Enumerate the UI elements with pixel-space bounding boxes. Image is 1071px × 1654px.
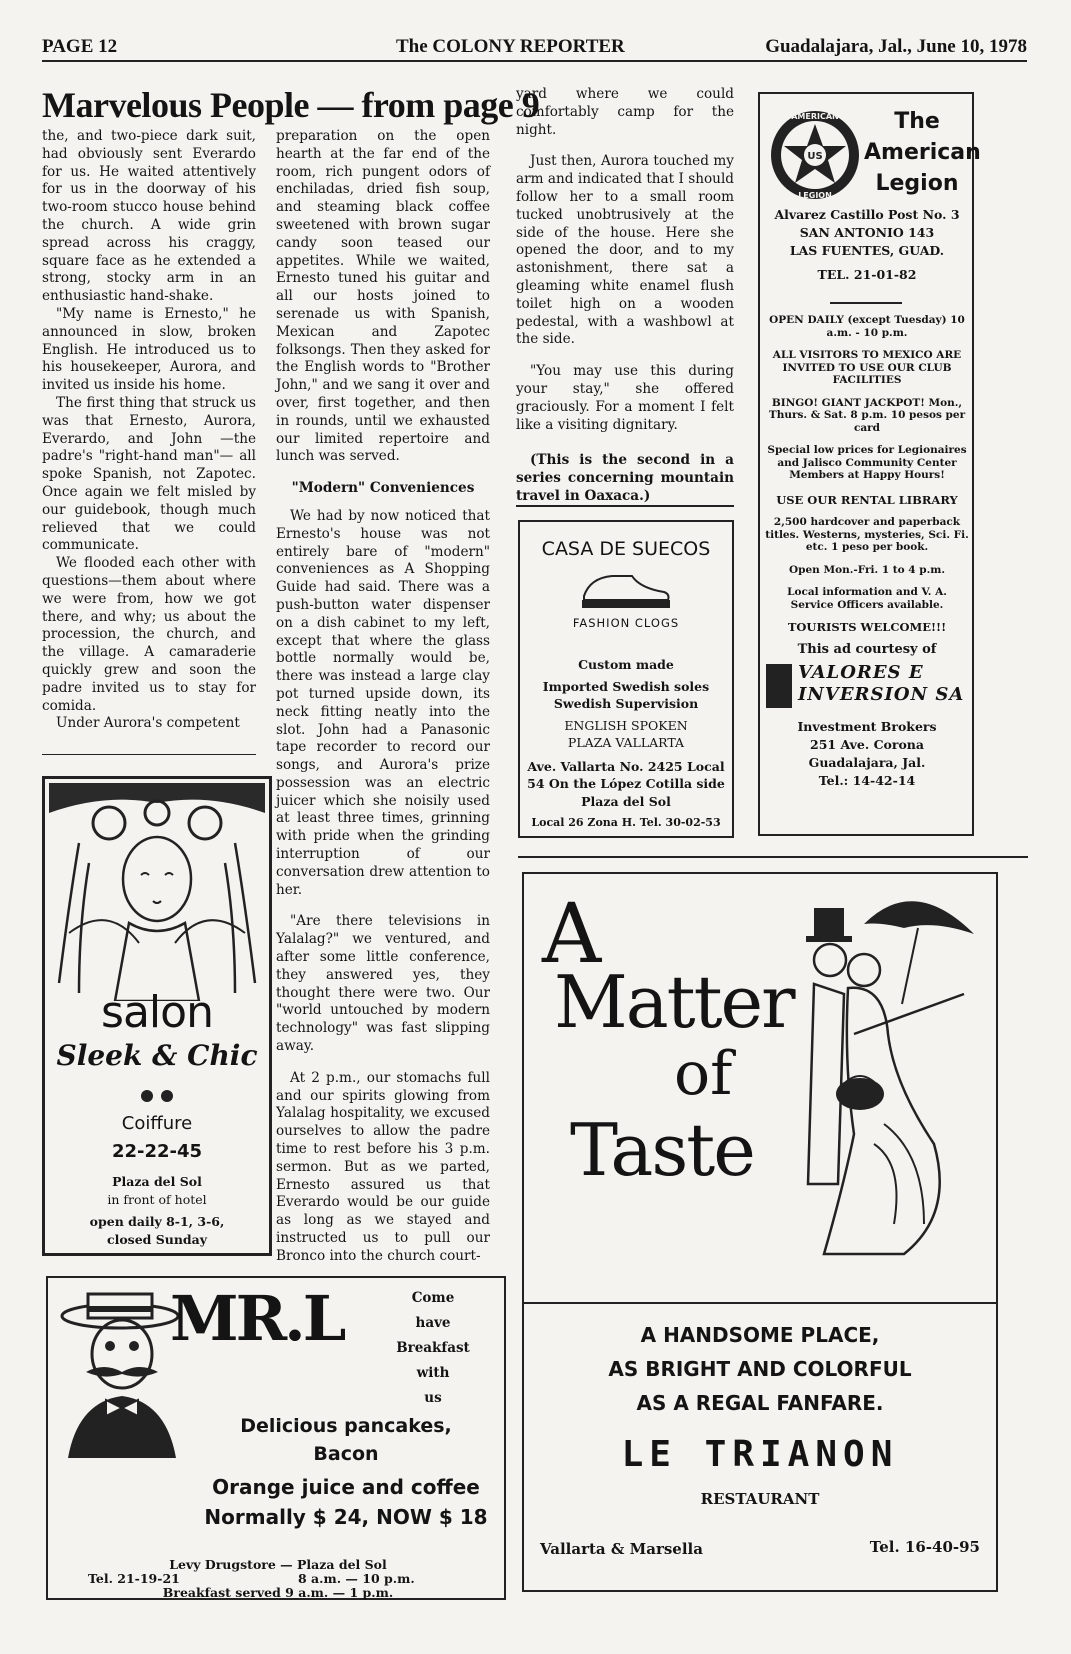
- ad-american-legion: [758, 92, 981, 836]
- legion-address-block: [764, 206, 970, 284]
- menu-line: Delicious pancakes,: [240, 1415, 452, 1437]
- mrl-tel-row: [68, 1572, 488, 1586]
- subhead: "Modern" Conveniences: [291, 480, 475, 497]
- salon-closed: closed Sunday: [106, 1232, 208, 1247]
- post-address: SAN ANTONIO 143: [799, 225, 935, 240]
- salon-name: salon: [101, 987, 213, 1038]
- broker-address: 251 Ave. Corona: [810, 737, 924, 752]
- dateline: Guadalajara, Jal., June 10, 1978: [765, 36, 1027, 57]
- paragraph: the, and two-piece dark suit, had obviously sent Everardo for us. He waited attentively for us in the doorway of his two-room stucco house behind the church. A wide grin spread across his craggy, square face as he extended a strong, stocky arm in an enthusiastic hand-shake.: [42, 128, 256, 305]
- legion-emblem-icon: [768, 108, 862, 202]
- invite-line: have: [415, 1315, 451, 1331]
- title-line: American: [864, 140, 981, 165]
- paragraph: yard where we could comfortably camp for the night.: [516, 86, 734, 138]
- paragraph: "My name is Ernesto," he announced in slow, broken English. He introduced us to his housekeeper, Aurora, and invited us inside his home.: [42, 305, 256, 394]
- salon-subname: Sleek & Chic: [56, 1039, 258, 1072]
- ad-le-trianon: [522, 872, 998, 1592]
- trianon-slogan: [524, 1318, 996, 1420]
- slogan-line: A HANDSOME PLACE,: [640, 1323, 880, 1347]
- legion-title: [864, 106, 981, 199]
- paper-name: The COLONY REPORTER: [396, 36, 625, 57]
- mrl-store: Levy Drugstore — Plaza del Sol: [169, 1557, 387, 1572]
- paragraph: "You may use this during your stay," she offered graciously. For a moment I felt like a visiting dignitary.: [516, 363, 734, 433]
- divider: [518, 856, 1028, 858]
- title-of: of: [674, 1039, 733, 1109]
- paragraph: "Are there televisions in Yalalag?" we ventured, and after some little conference, they answered yes, they thought there were two. Our "world untouched by modern technology" was fast slipping away.: [276, 913, 490, 1055]
- article-column-3: [516, 86, 734, 506]
- ad-casa-de-suecos: [518, 520, 734, 838]
- invite-line: Come: [411, 1290, 455, 1306]
- bingo-note: BINGO! GIANT JACKPOT! Mon., Thurs. & Sat. 8 p.m. 10 pesos per card: [768, 396, 966, 434]
- address-line: Ave. Vallarta No. 2425 Local: [527, 758, 725, 774]
- shop-tagline: FASHION CLOGS: [572, 616, 680, 630]
- library-details: 2,500 hardcover and paperback titles. Westerns, mysteries, Sci. Fi. etc. 1 peso per book.: [765, 516, 969, 553]
- mrl-served: Breakfast served 9 a.m. — 1 p.m.: [162, 1585, 394, 1600]
- masthead: [42, 36, 1027, 62]
- paragraph: preparation on the open hearth at the far end of the room, rich pungent odors of enchiladas, dried fish soup, and steaming black coffee sweetened with brown sugar candy soon teased our appetites. While we waited, Ernesto tuned his guitar and all our hosts joined to serenade us with Spanish, Mexican and Zapotec folksongs. Then they asked for the English words to "Brother John," and we sang it over and over, first together, and then in rounds, until we exhausted our limited repertoire and lunch was served.: [276, 128, 490, 465]
- salon-plaza: Plaza del Sol: [112, 1174, 202, 1189]
- salon-details: [45, 1173, 269, 1249]
- slogan-line: AS A REGAL FANFARE.: [636, 1391, 884, 1415]
- salon-service: Coiffure: [121, 1113, 193, 1134]
- double-dot-icon: [139, 1089, 175, 1103]
- trianon-name: LE TRIANON: [621, 1434, 899, 1475]
- imported-soles: Imported Swedish soles: [542, 678, 710, 694]
- title-line: Legion: [875, 171, 959, 196]
- custom-made: Custom made: [578, 657, 674, 672]
- visitors-note: ALL VISITORS TO MEXICO ARE INVITED TO USE OUR CLUB FACILITIES: [772, 349, 962, 386]
- divider: [42, 754, 256, 755]
- emblem-top-text: AMERICAN: [791, 112, 839, 121]
- invite-line: with: [416, 1365, 450, 1381]
- ad-salon: [42, 776, 272, 1256]
- salon-location: in front of hotel: [107, 1192, 207, 1207]
- art-nouveau-woman-illustration: [49, 783, 265, 1001]
- broker-tel: Tel.: 14-42-14: [818, 773, 916, 788]
- ad-mr-l: [46, 1276, 506, 1600]
- address-line: Plaza del Sol: [581, 793, 671, 809]
- info-note: Local information and V. A. Service Officers available.: [787, 586, 947, 611]
- title-a: A: [542, 887, 602, 982]
- trianon-tel: Tel. 16-40-95: [869, 1538, 980, 1556]
- address-line: 54 On the López Cotilla side: [527, 776, 725, 791]
- paragraph: We had by now noticed that Ernesto's house was not entirely bare of "modern" conveniences as A Shopping Guide had said. There was a push-button water dispenser on a dish cabinet to my left, except that where the glass bottle normally would be, there was instead a large clay pot turned upside down, its neck fitting neatly into the slot. John had a Panasonic tape recorder to record our songs, and Aurora's prize possession was an electric juicer which she noisily used at least three times, grinning with pride when the grinding interruption of our conversation drew attention to her.: [276, 507, 490, 898]
- open-hours: OPEN DAILY (except Tuesday) 10 a.m. - 10 p.m.: [769, 314, 965, 339]
- slogan-line: AS BRIGHT AND COLORFUL: [608, 1357, 912, 1381]
- plaza-vallarta: PLAZA VALLARTA: [567, 735, 685, 750]
- library-hours: Open Mon.-Fri. 1 to 4 p.m.: [788, 563, 946, 576]
- mrl-invite: [376, 1286, 490, 1411]
- salon-hours: open daily 8-1, 3-6,: [89, 1214, 225, 1229]
- couple-with-parasol-illustration: [784, 884, 984, 1264]
- page-number: PAGE 12: [42, 36, 118, 57]
- paragraph: The first thing that struck us was that Ernesto, Aurora, Everardo, and John —the padre's "right-hand man"— all spoke Spanish, not Zapotec. Once again we felt misled by our guidebook, though much relieved that we could communicate.: [42, 394, 256, 554]
- article-column-2: [276, 128, 490, 1266]
- shop-details: [524, 656, 728, 832]
- series-note: (This is the second in a series concerning mountain travel in Oaxaca.): [516, 452, 734, 504]
- logo-text: VALORES E INVERSION SA: [798, 662, 965, 705]
- shop-name: CASA DE SUECOS: [541, 538, 711, 560]
- broker-city: Guadalajara, Jal.: [808, 755, 926, 770]
- paragraph: At 2 p.m., our stomachs full and our spirits glowing from Yalalag hospitality, we excused ourselves to allow the padre time to rest before his 3 p.m. sermon. But as we parted, Ernesto assured us that Everardo would be our guide as long as we stayed and instructed us to pull our Bronco into the church court-: [276, 1069, 490, 1264]
- mrl-hours: 8 a.m. — 10 p.m.: [298, 1571, 415, 1586]
- special-prices: Special low prices for Legionaires and Jalisco Community Center Members at Happy Hours!: [767, 444, 967, 481]
- post-tel: TEL. 21-01-82: [817, 267, 917, 282]
- address-line: Local 26 Zona H. Tel. 30-02-53: [531, 816, 721, 829]
- mrl-footer: [68, 1558, 488, 1600]
- logo-mark-icon: [766, 664, 792, 708]
- menu-line: Bacon: [313, 1443, 379, 1465]
- title-line: The: [894, 109, 940, 134]
- broker-name: Investment Brokers: [797, 719, 937, 734]
- mrl-offer: [188, 1472, 504, 1532]
- menu-line: Orange juice and coffee: [212, 1475, 480, 1499]
- divider: [524, 1302, 996, 1304]
- legion-details: [764, 314, 970, 656]
- paragraph: Under Aurora's competent: [56, 715, 240, 732]
- emblem-bottom-text: LEGION: [798, 191, 832, 200]
- article-column-1: [42, 128, 256, 733]
- mrl-menu: [188, 1412, 504, 1468]
- trianon-address: Vallarta & Marsella: [540, 1540, 703, 1558]
- library-title: USE OUR RENTAL LIBRARY: [776, 492, 958, 507]
- post-name: Alvarez Castillo Post No. 3: [774, 207, 960, 222]
- paragraph: We flooded each other with questions—them about where we were from, how we got there, and why; us about the procession, the church, and the village. A camaraderie quickly grew and soon the padre invited us to stay for comida.: [42, 555, 256, 714]
- mrl-logo: MR.L: [170, 1282, 344, 1355]
- invite-line: us: [424, 1390, 442, 1406]
- english-spoken: ENGLISH SPOKEN: [564, 717, 688, 733]
- trianon-type: RESTAURANT: [700, 1490, 820, 1508]
- mrl-tel: Tel. 21-19-21: [88, 1571, 180, 1586]
- emblem-center-text: US: [807, 151, 823, 162]
- salon-phone: 22-22-45: [111, 1141, 203, 1162]
- title-matter: Matter: [554, 960, 794, 1044]
- paragraph: Just then, Aurora touched my arm and indicated that I should follow her to a small room tucked unobtrusively at the side of the house. Here she opened the door, and to my astonishment, there sat a gleaming white enamel flush toilet high on a wooden pedestal, with a washbowl at the side.: [516, 153, 734, 348]
- post-city: LAS FUENTES, GUAD.: [789, 243, 945, 258]
- title-taste: Taste: [570, 1108, 754, 1192]
- courtesy-note: This ad courtesy of: [797, 641, 937, 657]
- price-line: Normally $ 24, NOW $ 18: [204, 1505, 488, 1529]
- article-headline: Marvelous People — from page 9: [42, 85, 540, 125]
- valores-logo: [766, 660, 968, 712]
- swedish-supervision: Swedish Supervision: [553, 696, 699, 711]
- invite-line: Breakfast: [396, 1340, 470, 1356]
- divider: [830, 302, 902, 304]
- clog-icon: [580, 566, 672, 612]
- divider: [516, 505, 734, 507]
- tourists-welcome: TOURISTS WELCOME!!!: [787, 620, 947, 634]
- broker-block: [764, 718, 970, 790]
